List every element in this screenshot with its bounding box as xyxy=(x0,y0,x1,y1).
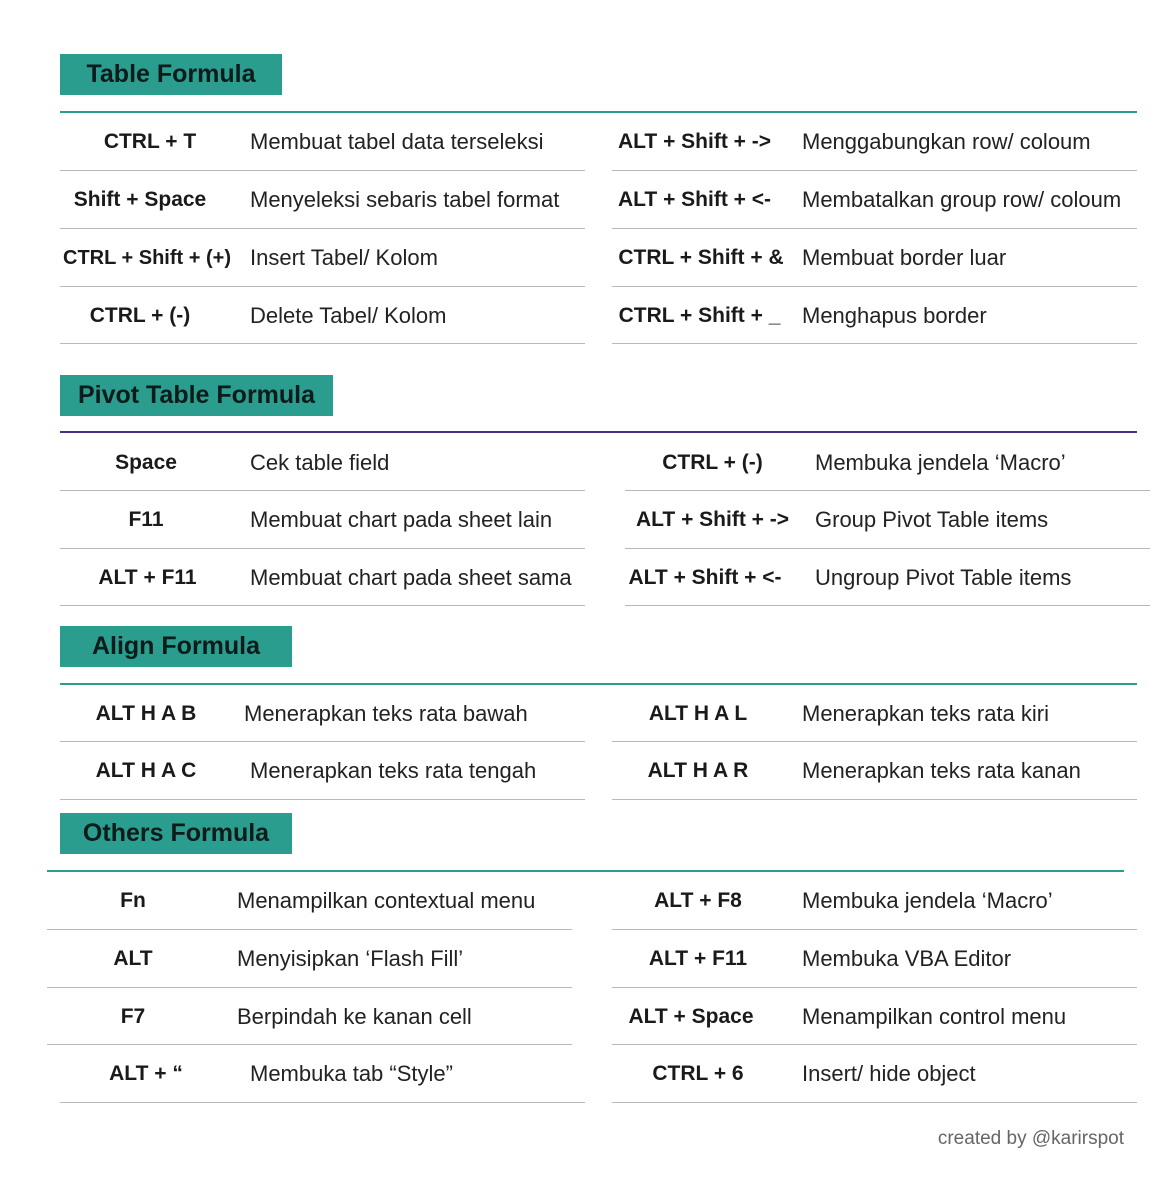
credit-footer: created by @karirspot xyxy=(937,1128,1124,1149)
shortcut-key: CTRL + (-) xyxy=(662,451,763,474)
shortcut-description: Membuat chart pada sheet sama xyxy=(250,565,572,590)
shortcut-description: Menerapkan teks rata tengah xyxy=(250,758,537,783)
shortcut-key: Space xyxy=(115,451,177,474)
shortcut-description: Insert/ hide object xyxy=(802,1061,976,1086)
section-title-align-formula: Align Formula xyxy=(60,626,292,667)
row-divider xyxy=(612,799,1137,800)
shortcut-key: ALT + F11 xyxy=(98,566,197,589)
shortcut-description: Menerapkan teks rata kanan xyxy=(802,758,1081,783)
shortcut-description: Menampilkan contextual menu xyxy=(237,888,536,913)
shortcut-description: Menyisipkan ‘Flash Fill’ xyxy=(237,946,464,971)
shortcut-key: ALT + Shift + -> xyxy=(617,130,772,153)
shortcut-description: Menampilkan control menu xyxy=(802,1004,1067,1029)
shortcut-description: Berpindah ke kanan cell xyxy=(237,1004,472,1029)
shortcut-description: Membuka VBA Editor xyxy=(802,946,1012,971)
shortcut-description: Menggabungkan row/ coloum xyxy=(802,129,1091,154)
shortcut-description: Menghapus border xyxy=(802,303,987,328)
shortcut-key: ALT + Shift + <- xyxy=(617,188,772,211)
shortcut-key: ALT + Space xyxy=(628,1005,754,1028)
shortcut-description: Menerapkan teks rata kiri xyxy=(802,701,1049,726)
shortcut-description: Menerapkan teks rata bawah xyxy=(244,701,528,726)
shortcut-key: ALT H A C xyxy=(95,759,197,782)
shortcut-key: CTRL + (-) xyxy=(89,304,191,327)
section-title-pivot-table-formula: Pivot Table Formula xyxy=(60,375,333,416)
shortcut-key: CTRL + Shift + (+) xyxy=(63,247,231,269)
shortcut-key: ALT + Shift + <- xyxy=(628,566,782,589)
shortcut-description: Membuat border luar xyxy=(802,245,1007,270)
shortcut-description: Cek table field xyxy=(250,450,390,475)
shortcut-description: Menyeleksi sebaris tabel format xyxy=(250,187,560,212)
shortcut-key: F7 xyxy=(120,1005,146,1028)
shortcut-description: Membatalkan group row/ coloum xyxy=(802,187,1122,212)
shortcut-description: Delete Tabel/ Kolom xyxy=(250,303,447,328)
shortcut-key: ALT H A R xyxy=(647,759,749,782)
row-divider xyxy=(625,605,1150,606)
shortcut-key: ALT + “ xyxy=(109,1062,183,1085)
shortcut-description: Membuat chart pada sheet lain xyxy=(250,507,553,532)
row-divider xyxy=(60,343,585,344)
shortcut-key: F11 xyxy=(128,508,164,531)
shortcut-description: Membuat tabel data terseleksi xyxy=(250,129,544,154)
shortcut-description: Ungroup Pivot Table items xyxy=(815,565,1072,590)
shortcut-key: ALT + Shift + -> xyxy=(635,508,790,531)
row-divider xyxy=(612,343,1137,344)
shortcut-key: Shift + Space xyxy=(73,188,207,211)
section-rule xyxy=(60,431,1137,433)
shortcut-description: Group Pivot Table items xyxy=(815,507,1049,532)
shortcut-key: ALT + F11 xyxy=(648,947,748,970)
row-divider xyxy=(60,799,585,800)
row-divider xyxy=(612,1102,1137,1103)
shortcut-key: ALT + F8 xyxy=(654,889,742,912)
shortcut-description: Membuka tab “Style” xyxy=(250,1061,453,1086)
shortcut-key: CTRL + 6 xyxy=(652,1062,744,1085)
row-divider xyxy=(60,605,585,606)
section-title-others-formula: Others Formula xyxy=(60,813,292,854)
shortcut-key: Fn xyxy=(120,889,146,912)
section-title-table-formula: Table Formula xyxy=(60,54,282,95)
shortcut-description: Insert Tabel/ Kolom xyxy=(250,245,438,270)
shortcut-description: Membuka jendela ‘Macro’ xyxy=(815,450,1066,475)
shortcut-key: CTRL + Shift + & xyxy=(618,246,784,269)
shortcut-key: ALT xyxy=(113,947,153,970)
shortcut-key: ALT H A B xyxy=(95,702,197,725)
shortcut-key: CTRL + Shift + _ xyxy=(618,304,781,327)
shortcut-key: CTRL + T xyxy=(103,130,197,153)
shortcut-description: Membuka jendela ‘Macro’ xyxy=(802,888,1053,913)
row-divider xyxy=(60,1102,585,1103)
shortcut-key: ALT H A L xyxy=(648,702,748,725)
